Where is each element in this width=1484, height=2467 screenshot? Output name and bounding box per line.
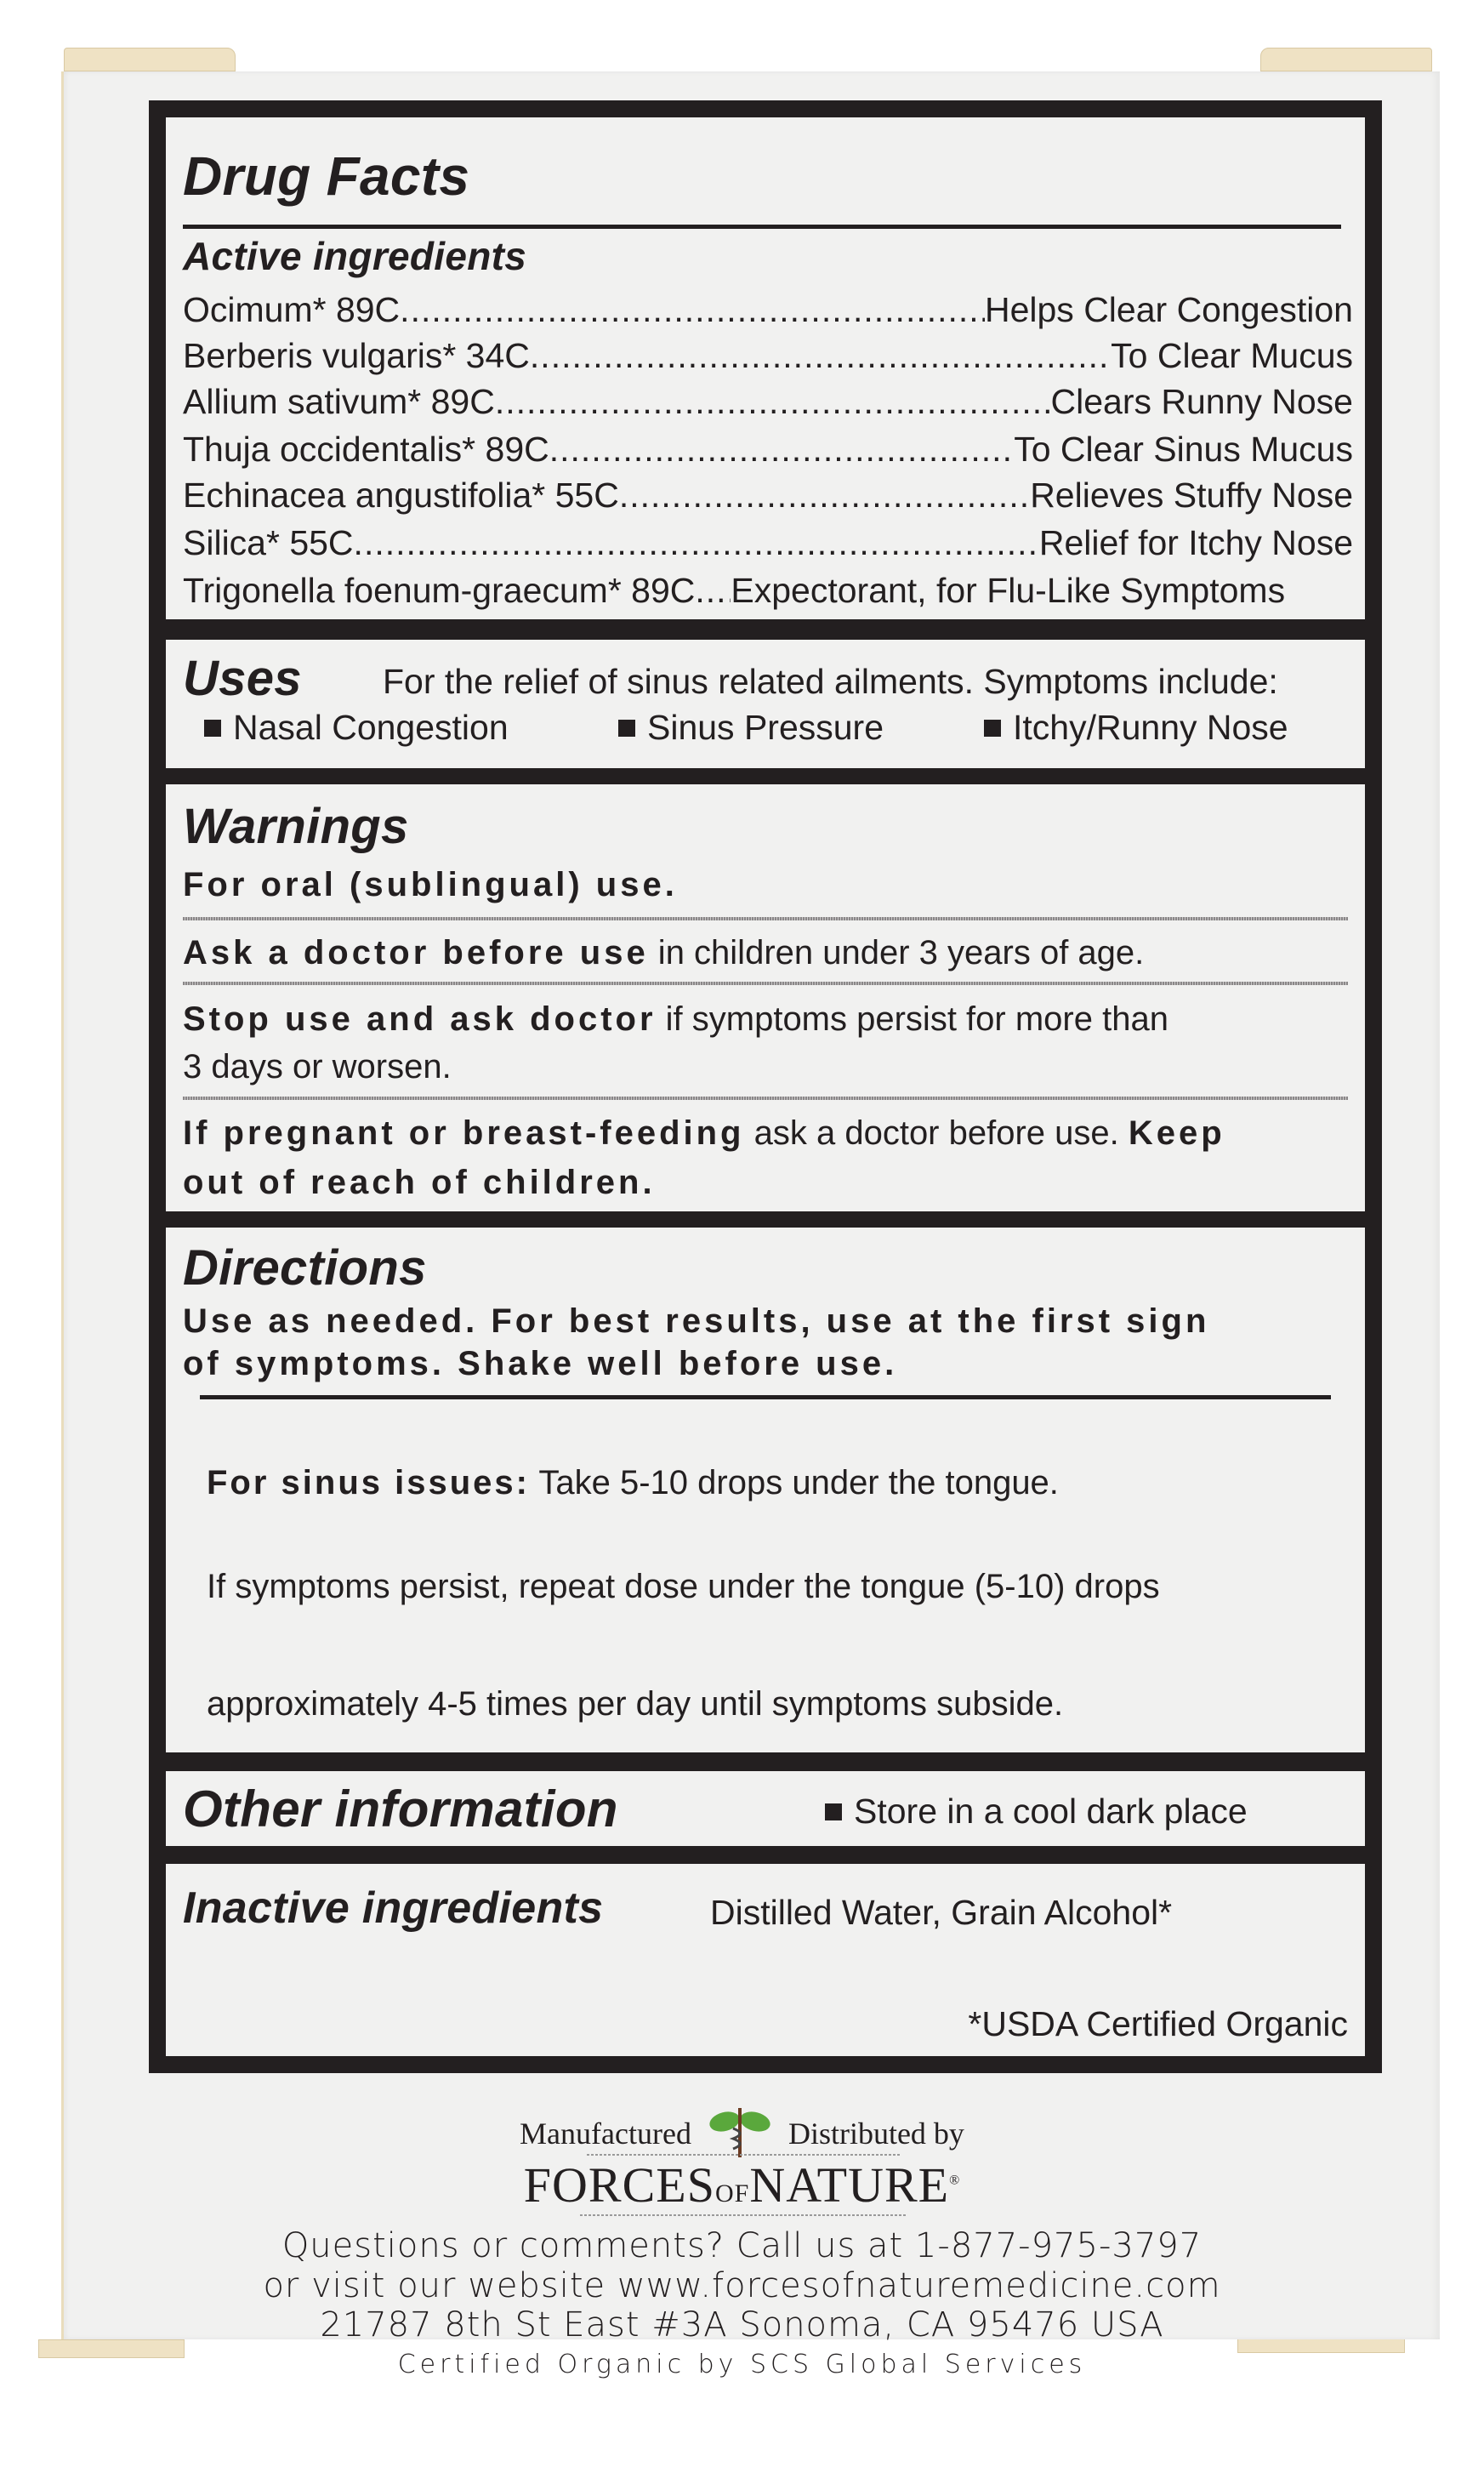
- dotted-divider: [183, 917, 1348, 920]
- ingredient-row: [183, 471, 1353, 516]
- logo-divider-bottom: [580, 2214, 907, 2216]
- ingredient-row: [183, 378, 1353, 422]
- leader-dots: [619, 475, 1030, 516]
- drug-facts-label: [149, 100, 1382, 2073]
- ingredient-effect: To Clear Sinus Mucus: [1014, 430, 1353, 469]
- sinus-dose: For sinus issues: Take 5-10 drops under the tongue.: [207, 1464, 1059, 1501]
- directions-rule: [200, 1395, 1331, 1399]
- leader-dots: [530, 335, 1111, 376]
- ingredient-name: Allium sativum* 89C: [183, 382, 495, 421]
- ingredient-row: [183, 567, 1353, 611]
- dotted-divider: [183, 982, 1348, 985]
- warning-stop-use-cont: 3 days or worsen.: [183, 1048, 452, 1085]
- warning-pregnant: If pregnant or breast-feeding ask a doctor before use. Keep: [183, 1114, 1225, 1152]
- ingredient-name: Echinacea angustifolia* 55C: [183, 476, 619, 515]
- inactive-ingredients-heading: Inactive ingredients: [183, 1883, 604, 1933]
- uses-text: For the relief of sinus related ailments. Symptoms include:: [383, 662, 1278, 701]
- directions-line-1: Use as needed. For best results, use at the first sign: [183, 1302, 1210, 1340]
- repeat-dose-line-1: If symptoms persist, repeat dose under the tongue (5-10) drops: [207, 1568, 1160, 1605]
- ingredient-effect: To Clear Mucus: [1111, 336, 1353, 375]
- box-flap-top-left: [64, 48, 236, 71]
- active-ingredients-heading: Active ingredients: [183, 234, 527, 278]
- repeat-dose-line-2: approximately 4-5 times per day until symptoms subside.: [207, 1685, 1064, 1723]
- logo-divider-top: [587, 2154, 901, 2156]
- directions-section: [166, 1228, 1365, 1752]
- contact-address: 21787 8th St East #3A Sonoma, CA 95476 USA: [320, 2305, 1164, 2345]
- manufacturer-line: Manufactured Distributed by: [0, 2116, 1484, 2156]
- ingredient-name: Berberis vulgaris* 34C: [183, 336, 530, 375]
- active-ingredients-section: [166, 117, 1365, 619]
- symptom-item: Nasal Congestion: [204, 708, 509, 748]
- warnings-heading: Warnings: [183, 799, 409, 854]
- caduceus-leaf-logo-icon: [699, 2118, 781, 2156]
- bullet-square-icon: [618, 720, 635, 737]
- ingredient-row: [183, 286, 1353, 330]
- other-information-section: [166, 1771, 1365, 1846]
- drug-facts-title: Drug Facts: [183, 145, 470, 207]
- ingredient-effect: Clears Runny Nose: [1050, 382, 1353, 421]
- storage-item: Store in a cool dark place: [825, 1792, 1248, 1832]
- bullet-square-icon: [204, 720, 221, 737]
- ingredient-name: Thuja occidentalis* 89C: [183, 430, 549, 469]
- directions-line-2: of symptoms. Shake well before use.: [183, 1345, 898, 1382]
- other-information-heading: Other information: [183, 1780, 618, 1837]
- leader-dots: [695, 570, 731, 611]
- leader-dots: [400, 289, 985, 330]
- symptom-item: Sinus Pressure: [618, 708, 884, 748]
- ingredient-effect: Relief for Itchy Nose: [1038, 523, 1353, 562]
- directions-heading: Directions: [183, 1240, 427, 1296]
- ingredient-name: Trigonella foenum-graecum* 89C: [183, 571, 696, 610]
- warning-oral-use: For oral (sublingual) use.: [183, 866, 678, 903]
- uses-section: [166, 640, 1365, 768]
- brand-logo: FORCESOFNATURE®: [523, 2157, 961, 2213]
- contact-phone: Questions or comments? Call us at 1-877-975-3797: [281, 2226, 1203, 2265]
- ingredient-effect: Relieves Stuffy Nose: [1030, 476, 1353, 515]
- ingredient-effect: Expectorant, for Flu-Like Symptoms: [731, 571, 1286, 610]
- dotted-divider: [183, 1097, 1348, 1100]
- inactive-ingredients-section: [166, 1864, 1365, 2056]
- title-rule: [183, 225, 1341, 229]
- symptom-item: Itchy/Runny Nose: [984, 708, 1288, 748]
- ingredient-effect: Helps Clear Congestion: [984, 290, 1353, 329]
- warnings-section: [166, 784, 1365, 1211]
- warning-stop-use: Stop use and ask doctor if symptoms persist for more than: [183, 1000, 1168, 1038]
- leader-dots: [354, 522, 1039, 563]
- inactive-ingredients-text: Distilled Water, Grain Alcohol*: [710, 1893, 1173, 1932]
- uses-heading: Uses: [183, 651, 302, 706]
- ingredient-name: Silica* 55C: [183, 523, 354, 562]
- ingredient-row: [183, 519, 1353, 563]
- certified-organic-line: Certified Organic by SCS Global Services: [397, 2350, 1087, 2379]
- ingredient-row: [183, 425, 1353, 470]
- warning-keep-out-of-reach: out of reach of children.: [183, 1164, 656, 1201]
- box-flap-top-right: [1260, 48, 1432, 71]
- ingredient-name: Ocimum* 89C: [183, 290, 401, 329]
- ingredient-row: [183, 332, 1353, 376]
- warning-ask-doctor: Ask a doctor before use in children under 3 years of age.: [183, 934, 1145, 971]
- bullet-square-icon: [825, 1803, 842, 1820]
- contact-website: or visit our website www.forcesofnaturemedicine.com: [263, 2266, 1221, 2305]
- leader-dots: [495, 381, 1051, 422]
- organic-footnote: *USDA Certified Organic: [968, 2004, 1348, 2043]
- bullet-square-icon: [984, 720, 1001, 737]
- leader-dots: [549, 429, 1014, 470]
